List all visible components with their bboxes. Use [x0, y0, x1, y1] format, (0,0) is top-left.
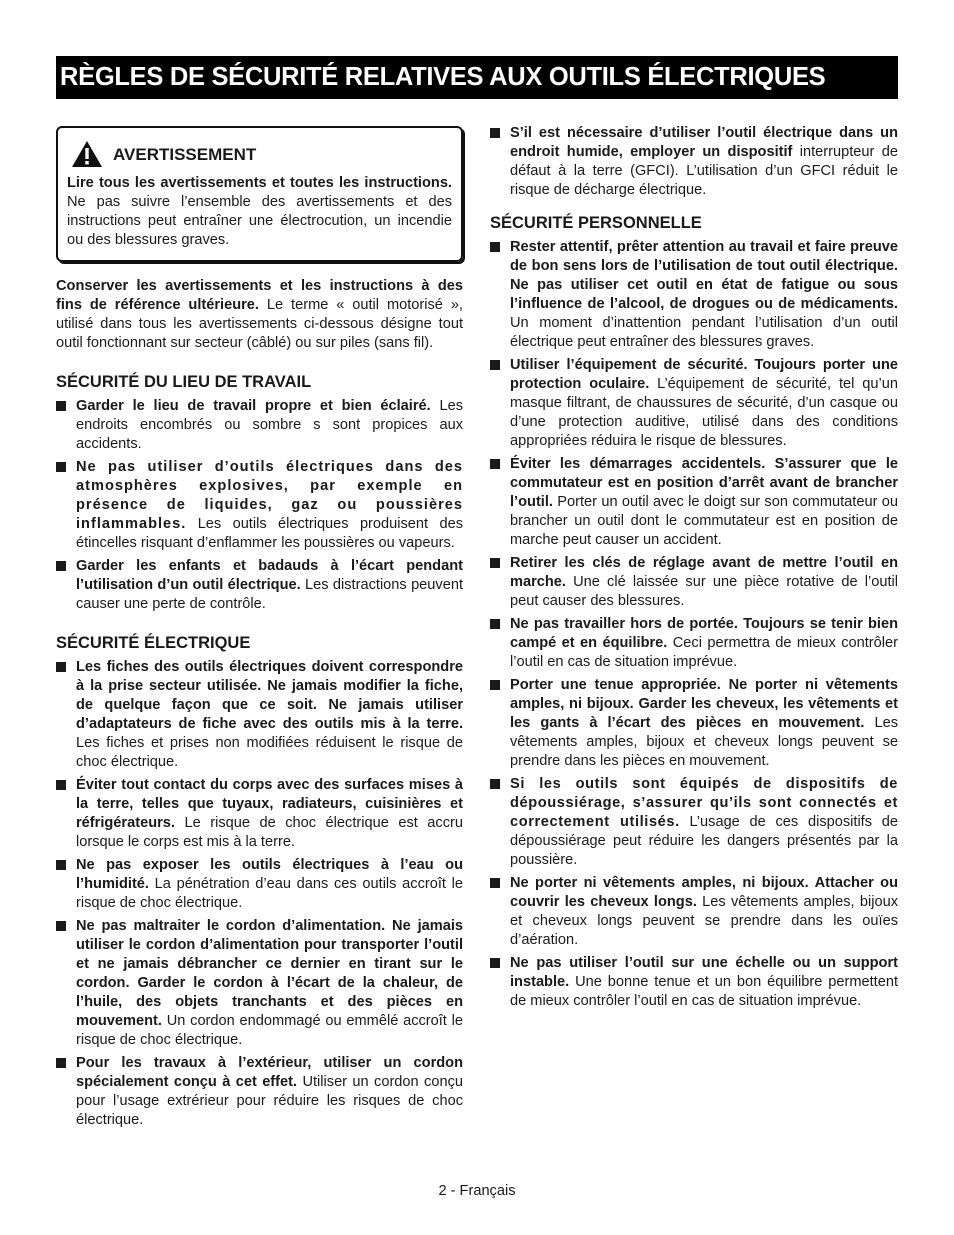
bullet-square-icon — [56, 921, 66, 931]
right-column — [490, 124, 898, 1015]
list-item — [490, 554, 898, 611]
list-item — [490, 874, 898, 950]
bullet-square-icon — [490, 128, 500, 138]
left-column — [56, 124, 463, 1134]
list-item — [490, 676, 898, 771]
electrical-rules-continued — [490, 124, 898, 200]
list-item — [490, 238, 898, 352]
rule-bold-text: Garder les enfants et badauds à l’écart pendant l’utilisation d’un outil électrique. — [76, 558, 463, 593]
warning-triangle-icon — [71, 140, 103, 168]
bullet-square-icon — [490, 680, 500, 690]
work-area-rules — [56, 397, 463, 614]
rule-bold-text: Porter une tenue appropriée. Ne porter ni vêtements amples, ni bijoux. Garder les cheveux, les vêtements et les gants à l’écart des pièces en mouvement. — [510, 677, 898, 731]
list-item — [56, 776, 463, 852]
bullet-square-icon — [490, 878, 500, 888]
warning-body-text: Ne pas suivre l’ensemble des avertissements et des instructions peut entraîner une électrocution, un incendie ou des blessures graves. — [67, 194, 452, 248]
rule-body-text: Un moment d’inattention pendant l’utilisation d’un outil électrique peut entraîner des blessures graves. — [510, 315, 898, 350]
bullet-square-icon — [490, 619, 500, 629]
section-heading-work-area: SÉCURITÉ DU LIEU DE TRAVAIL — [56, 373, 312, 391]
warning-text — [67, 174, 452, 250]
rule-body-text: La pénétration d’eau dans ces outils accroît le risque de choc électrique. — [76, 876, 463, 911]
bullet-square-icon — [56, 860, 66, 870]
warning-bold-text: Lire tous les avertissements et toutes les instructions. — [67, 175, 452, 191]
bullet-square-icon — [56, 561, 66, 571]
rule-bold-text: Retirer les clés de réglage avant de mettre l’outil en marche. — [510, 555, 898, 590]
warning-box — [56, 126, 463, 262]
intro-bold-text: Conserver les avertissements et les instructions à des fins de référence ultérieure. — [56, 278, 463, 313]
rule-bold-text: Garder le lieu de travail propre et bien éclairé. — [76, 398, 431, 414]
rule-body-text: Une bonne tenue et un bon équilibre permettent de mieux contrôler l’outil en cas de situation imprévue. — [510, 974, 898, 1009]
rule-body-text: Les fiches et prises non modifiées réduisent le risque de choc électrique. — [76, 735, 463, 770]
rule-body-text: Une clé laissée sur une pièce rotative de l’outil peut causer des blessures. — [510, 574, 898, 609]
list-item — [490, 954, 898, 1011]
intro-paragraph — [56, 277, 463, 353]
rule-body-text: interrupteur de défaut à la terre (GFCI). L’utilisation d’un GFCI réduit le risque de décharge électrique. — [510, 144, 898, 198]
rule-bold-text: Utiliser l’équipement de sécurité. Toujours porter une protection oculaire. — [510, 357, 898, 392]
list-item — [56, 658, 463, 772]
bullet-square-icon — [490, 360, 500, 370]
rule-bold-text: Ne pas travailler hors de portée. Toujours se tenir bien campé et en équilibre. — [510, 616, 898, 651]
section-heading-personal: SÉCURITÉ PERSONNELLE — [490, 214, 702, 232]
rule-bold-text: Ne pas utiliser l’outil sur une échelle ou un support instable. — [510, 955, 898, 990]
rule-body-text: Ceci permettra de mieux contrôler l’outil en cas de situation imprévue. — [510, 635, 898, 670]
rule-body-text: Les distractions peuvent causer une perte de contrôle. — [76, 577, 463, 612]
rule-body-text: Les vêtements amples, bijoux et cheveux longs peuvent se prendre dans les pièces en mouvement. — [510, 715, 898, 769]
list-item — [490, 455, 898, 550]
list-item — [490, 356, 898, 451]
rule-bold-text: Ne pas maltraiter le cordon d’alimentation. Ne jamais utiliser le cordon d’alimentation pour transporter l’outil et ne jamais débrancher ce dernier en tirant sur le cordon. Garder le cordon à l’écart de la chaleur, de l’huile, des objets tranchants et des pièces en mouvement. — [76, 918, 463, 1029]
list-item — [56, 917, 463, 1050]
bullet-square-icon — [56, 780, 66, 790]
bullet-square-icon — [490, 558, 500, 568]
rule-body-text: L’équipement de sécurité, tel qu’un masque filtrant, de chaussures de sécurité, d’un casque ou d’une protection auditive, utilisé dans des conditions appropriées réduira le risque de blessures. — [510, 376, 898, 449]
bullet-square-icon — [56, 662, 66, 672]
bullet-square-icon — [490, 242, 500, 252]
rule-body-text: Les endroits encombrés ou sombre s sont propices aux accidents. — [76, 398, 463, 452]
bullet-square-icon — [490, 779, 500, 789]
rule-body-text: Les outils électriques produisent des étincelles risquant d’enflammer les poussières ou vapeurs. — [76, 516, 463, 551]
rule-bold-text: Éviter les démarrages accidentels. S’assurer que le commutateur est en position d’arrêt avant de brancher l’outil. — [510, 456, 898, 510]
rule-body-text: L’usage de ces dispositifs de dépoussiérage peut réduire les dangers présentés par la poussière. — [510, 814, 899, 868]
bullet-square-icon — [56, 401, 66, 411]
section-heading-electrical: SÉCURITÉ ÉLECTRIQUE — [56, 634, 251, 652]
list-item — [56, 1054, 463, 1130]
warning-header — [67, 140, 452, 168]
rule-bold-text: Si les outils sont équipés de dispositifs de dépoussiérage, s’assurer qu’ils sont connectés et correctement utilisés. — [510, 776, 898, 830]
list-item — [490, 124, 898, 200]
rule-body-text: Un cordon endommagé ou emmêlé accroît le risque de choc électrique. — [76, 1013, 463, 1048]
rule-body-text: Le risque de choc électrique est accru lorsque le corps est mis à la terre. — [76, 815, 463, 850]
page-footer: 2 - Français — [438, 1183, 516, 1199]
bullet-square-icon — [490, 958, 500, 968]
page-title: RÈGLES DE SÉCURITÉ RELATIVES AUX OUTILS ÉLECTRIQUES — [56, 56, 898, 99]
rule-bold-text: Ne pas exposer les outils électriques à l’eau ou l’humidité. — [76, 857, 463, 892]
rule-bold-text: Ne porter ni vêtements amples, ni bijoux. Attacher ou couvrir les cheveux longs. — [510, 875, 898, 910]
rule-bold-text: Ne pas utiliser d’outils électriques dans des atmosphères explosives, par exemple en présence de liquides, gaz ou poussières inflammables. — [76, 459, 463, 532]
rule-body-text: Porter un outil avec le doigt sur son commutateur ou brancher un outil dont le commutateur est en position de marche peut causer un accident. — [510, 494, 898, 548]
rule-body-text: Utiliser un cordon conçu pour l’usage extrérieur pour réduire les risques de choc électrique. — [76, 1074, 463, 1128]
personal-rules — [490, 238, 898, 1011]
rule-bold-text: Les fiches des outils électriques doivent correspondre à la prise secteur utilisée. Ne jamais modifier la fiche, de quelque façon que ce soit. Ne jamais utiliser d’adaptateurs de fiche avec des outils mis à la terre. — [76, 659, 463, 732]
bullet-square-icon — [56, 1058, 66, 1068]
list-item — [56, 458, 463, 553]
list-item — [56, 856, 463, 913]
list-item — [490, 615, 898, 672]
rule-bold-text: Pour les travaux à l’extérieur, utiliser un cordon spécialement conçu à cet effet. — [76, 1055, 463, 1090]
rule-bold-text: Éviter tout contact du corps avec des surfaces mises à la terre, telles que tuyaux, radiateurs, cuisinières et réfrigérateurs. — [76, 777, 463, 831]
list-item — [56, 397, 463, 454]
rule-bold-text: Rester attentif, prêter attention au travail et faire preuve de bon sens lors de l’utilisation de tout outil électrique. Ne pas utiliser cet outil en état de fatigue ou sous l’influence de l’alcool, de drogues ou de médicaments. — [510, 239, 898, 312]
intro-body-text: Le terme « outil motorisé », utilisé dans tous les avertissements ci-dessous désigne tout outil fonctionnant sur secteur (câblé) ou sur piles (sans fil). — [56, 297, 463, 351]
warning-heading: AVERTISSEMENT — [113, 144, 257, 164]
bullet-square-icon — [490, 459, 500, 469]
electrical-rules — [56, 658, 463, 1130]
rule-body-text: Les vêtements amples, bijoux et cheveux longs peuvent se prendre dans les ouïes d’aération. — [510, 894, 898, 948]
bullet-square-icon — [56, 462, 66, 472]
list-item — [490, 775, 898, 870]
list-item — [56, 557, 463, 614]
rule-bold-text: S’il est nécessaire d’utiliser l’outil électrique dans un endroit humide, employer un dispositif — [510, 125, 898, 160]
